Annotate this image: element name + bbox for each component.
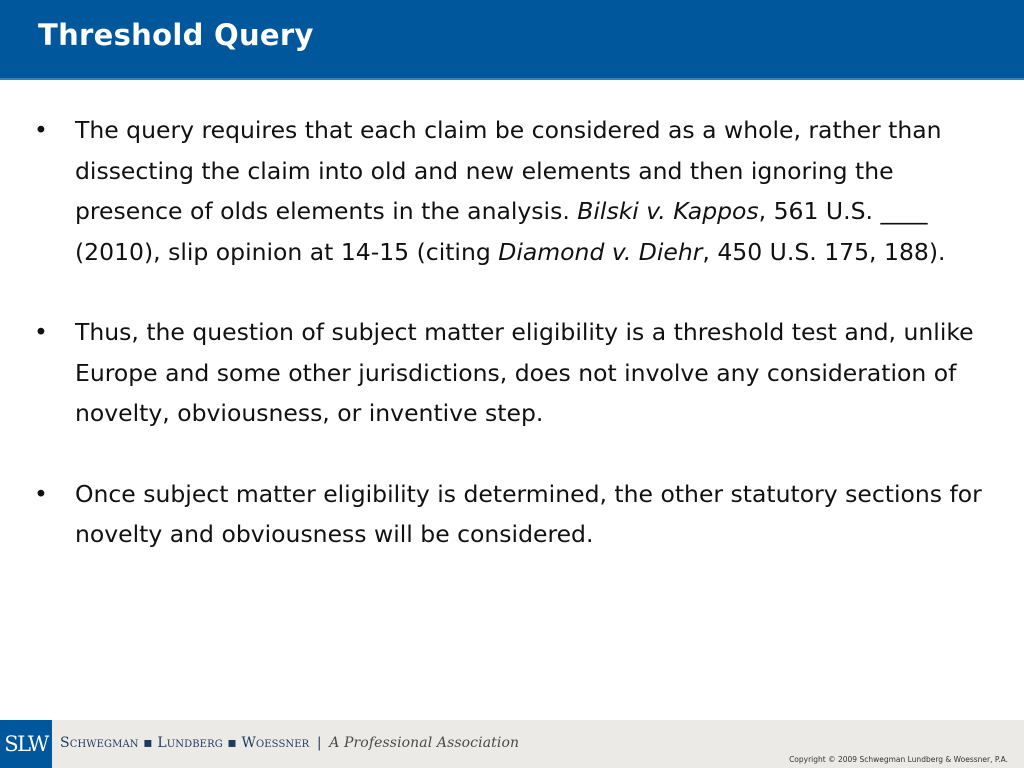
bullet-icon: •	[34, 116, 48, 144]
bullet-icon: •	[34, 479, 48, 508]
title-bar	[0, 0, 1024, 80]
slide-title: Threshold Query	[38, 18, 314, 52]
firm-logo: SLW	[0, 720, 52, 768]
bullet-text-part: , 450 U.S. 175, 188).	[702, 237, 946, 266]
bullet-item-2	[30, 312, 1000, 434]
firm-name: Schwegman ▪ Lundberg ▪ Woessner	[60, 735, 310, 751]
firm-name-line	[60, 735, 519, 751]
bullet-text: Once subject matter eligibility is determined, the other statutory sections for novelty and obviousness will be considered.	[75, 479, 982, 548]
bullet-text-part: , 561 U.S. ____ (2010), slip opinion at 14-15 (citing	[75, 197, 928, 266]
case-citation: Diamond v. Diehr	[498, 237, 703, 266]
copyright-notice: Copyright © 2009 Schwegman Lundberg & Woessner, P.A.	[789, 755, 1008, 764]
bullet-text: Thus, the question of subject matter eligibility is a threshold test and, unlike Europe and some other jurisdictions, does not involve any consideration of novelty, obviousness, or inventive step.	[75, 318, 974, 427]
firm-separator: |	[316, 735, 322, 751]
firm-subtitle: A Professional Association	[329, 735, 520, 751]
bullet-icon: •	[34, 318, 48, 346]
bullet-item-1	[30, 110, 1000, 272]
case-citation: Bilski v. Kappos	[577, 197, 759, 225]
footer	[0, 720, 1024, 768]
bullet-text-part: The query requires that each claim be considered as a whole, rather than dissecting the claim into old and new elements and then ignoring the presence of olds elements in the analysis.	[75, 116, 942, 225]
slide-content	[30, 110, 1000, 595]
bullet-item-3	[30, 474, 1000, 555]
